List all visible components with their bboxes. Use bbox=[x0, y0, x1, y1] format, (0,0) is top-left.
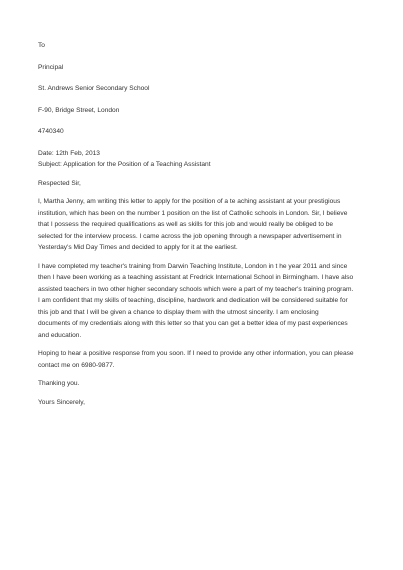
subject-line: Subject: Application for the Position of a Teaching Assistant bbox=[38, 161, 211, 168]
paragraph-line: Yesterday's Mid Day Times and decided to apply for it at the earliest. bbox=[38, 244, 238, 251]
thanks-line: Thanking you. bbox=[38, 380, 80, 387]
paragraph-experience bbox=[38, 261, 368, 342]
paragraph-line: that I possess the required qualifications as well as skills for this job and would really be obliged to be bbox=[38, 221, 334, 228]
paragraph-line: I have completed my teacher's training from Darwin Teaching Institute, London in t he year 2011 and since bbox=[38, 262, 348, 270]
letter-body bbox=[38, 40, 368, 408]
paragraph-line: institution, which has been on the number 1 position on the list of Catholic schools in London. Sir, I believe bbox=[38, 209, 348, 217]
paragraph-line: Hoping to hear a positive response from you soon. If I need to provide any other information, you can please bbox=[38, 350, 354, 357]
recipient-title: Principal bbox=[38, 63, 64, 71]
paragraph-line: and education. bbox=[38, 331, 82, 339]
to-line: To bbox=[38, 42, 45, 49]
paragraph-line: selected for the interview process. I came across the job opening through a newspaper advertisement in bbox=[38, 232, 342, 240]
paragraph-line: documents of my credentials along with this letter so that you can get a better idea of my past experiences bbox=[38, 320, 348, 327]
paragraph-intro bbox=[38, 196, 368, 254]
paragraph-line: this job and that I will be given a chance to display them with the utmost sincerity. I am enclosing bbox=[38, 308, 319, 316]
paragraph-line: I, Martha Jenny, am writing this letter to apply for the position of a te aching assistant at your prestigious bbox=[38, 198, 341, 205]
school-name: St. Andrews Senior Secondary School bbox=[38, 85, 150, 92]
paragraph-line: assisted teachers in two other higher secondary schools which were a part of my teacher's training program. bbox=[38, 285, 354, 293]
address-line: F-90, Bridge Street, London bbox=[38, 106, 120, 114]
paragraph-line: I am confident that my skills of teaching, discipline, hardwork and dedication will be considered suitable for bbox=[38, 297, 348, 304]
postcode-line: 4740340 bbox=[38, 128, 64, 135]
paragraph-line: then I have been working as a teaching assistant at Fredrick International School in Birmingham. I have also bbox=[38, 274, 354, 281]
sign-off: Yours Sincerely, bbox=[38, 398, 85, 406]
salutation: Respected Sir, bbox=[38, 179, 81, 187]
paragraph-closing bbox=[38, 348, 368, 371]
date-line: Date: 12th Feb, 2013 bbox=[38, 149, 100, 157]
paragraph-line: contact me on 6980-9877. bbox=[38, 361, 115, 369]
